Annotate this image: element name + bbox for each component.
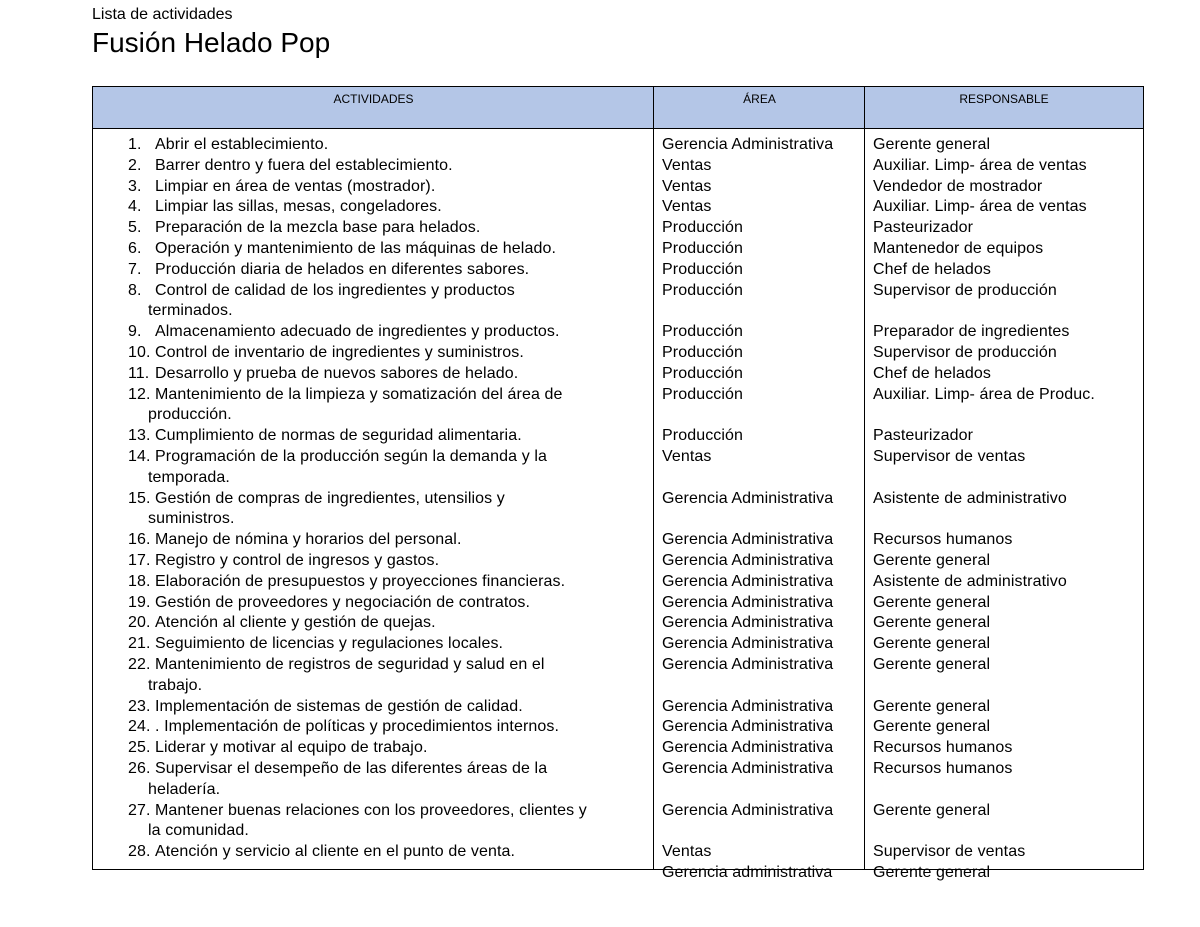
activity-text-line: Limpiar las sillas, mesas, congeladores. (155, 198, 442, 216)
activity-number: 19. (128, 593, 151, 611)
activity-number: 24. (128, 718, 151, 736)
area-cell: Ventas (662, 156, 712, 174)
activity-number: 11. (128, 364, 150, 382)
table-row (93, 572, 1143, 593)
responsible-cell: Auxiliar. Limp- área de ventas (873, 198, 1087, 216)
activity-number: 8. (128, 281, 142, 299)
activity-text-line: la comunidad. (148, 822, 249, 840)
activity-text (155, 613, 655, 634)
area-cell: Gerencia Administrativa (662, 635, 834, 653)
activity-number: 1. (128, 136, 142, 153)
activity-text-line: Mantenimiento de la limpieza y somatización del área de (155, 385, 563, 403)
responsible-cell: Preparador de ingredientes (873, 323, 1070, 341)
table-row (93, 447, 1143, 489)
activity-text-line: Abrir el establecimiento. (155, 136, 329, 153)
activity-number: 23. (128, 697, 151, 715)
activity-number: 13. (128, 427, 151, 445)
activity-text (148, 489, 655, 531)
table-row (93, 759, 1143, 801)
responsible-cell: Mantenedor de equipos (873, 239, 1044, 257)
activity-text (155, 842, 655, 863)
responsible-cell: Gerente general (873, 551, 991, 569)
activity-number: 25. (128, 739, 151, 757)
area-cell: Producción (662, 427, 744, 445)
activity-number: 7. (128, 260, 142, 278)
activity-number: 22. (128, 655, 151, 673)
activity-text (155, 572, 655, 593)
table-row (93, 655, 1143, 697)
activity-text-line: Implementación de sistemas de gestión de calidad. (155, 697, 523, 715)
responsible-cell: Recursos humanos (873, 759, 1013, 777)
document-subtitle: Lista de actividades (92, 6, 233, 23)
activity-text (155, 364, 655, 385)
responsible-cell: Gerente general (873, 801, 991, 819)
activity-text (155, 697, 655, 718)
activity-text-line: Cumplimiento de normas de seguridad alimentaria. (155, 427, 522, 445)
activity-text (155, 551, 655, 572)
responsible-cell: Gerente general (873, 593, 991, 611)
activity-text-line: Manejo de nómina y horarios del personal. (155, 531, 462, 549)
activity-number: 15. (128, 489, 151, 507)
activity-text (155, 218, 655, 239)
activity-text (155, 717, 655, 738)
activity-number: 21. (128, 635, 151, 653)
activity-number: 4. (128, 198, 142, 216)
area-cell: Producción (662, 343, 744, 361)
activity-text (148, 759, 655, 801)
activity-text-line: Seguimiento de licencias y regulaciones locales. (155, 635, 504, 653)
table-row (93, 322, 1143, 343)
table-body (93, 135, 1143, 884)
activity-text-line: Control de calidad de los ingredientes y productos (155, 281, 515, 299)
activity-text (148, 801, 655, 843)
area-cell: Gerencia Administrativa (662, 593, 834, 611)
table-row (93, 593, 1143, 614)
area-cell: Gerencia Administrativa (662, 801, 834, 819)
table-row (93, 135, 1143, 156)
activity-number: 9. (128, 323, 142, 341)
activity-number: 14. (128, 447, 151, 465)
activity-text-line: Gestión de proveedores y negociación de contratos. (155, 593, 531, 611)
responsible-cell: Supervisor de ventas (873, 447, 1026, 465)
activity-text (148, 655, 655, 697)
responsible-cell: Asistente de administrativo (873, 489, 1067, 507)
table-row (93, 738, 1143, 759)
area-cell: Producción (662, 323, 744, 341)
responsible-cell: Gerente general (873, 614, 991, 632)
activity-text (155, 426, 655, 447)
responsible-cell: Vendedor de mostrador (873, 177, 1043, 195)
activity-text-line: temporada. (148, 468, 230, 486)
area-cell: Ventas (662, 198, 712, 216)
activity-number: 10. (128, 343, 151, 361)
table-row (93, 197, 1143, 218)
col-header-responsible: RESPONSABLE (959, 92, 1049, 106)
activity-text-line: Liderar y motivar al equipo de trabajo. (155, 739, 428, 757)
activity-text-line: Preparación de la mezcla base para helados. (155, 219, 481, 237)
activity-number: 2. (128, 156, 142, 174)
area-cell: Producción (662, 239, 744, 257)
activity-text-line: Mantener buenas relaciones con los proveedores, clientes y (155, 801, 587, 819)
responsible-cell: Supervisor de ventas (873, 843, 1026, 861)
area-cell: Gerencia Administrativa (662, 614, 834, 632)
activity-text (155, 197, 655, 218)
activity-number: 20. (128, 614, 151, 632)
activity-number: 18. (128, 572, 151, 590)
table-row (93, 530, 1143, 551)
activity-text (155, 634, 655, 655)
area-cell: Gerencia Administrativa (662, 697, 834, 715)
table-row (93, 281, 1143, 323)
activity-text-line: terminados. (148, 302, 233, 320)
area-cell: Ventas (662, 447, 712, 465)
area-cell: Gerencia Administrativa (662, 531, 834, 549)
area-cell: Ventas (662, 177, 712, 195)
table-header (93, 87, 1143, 129)
area-cell: Gerencia Administrativa (662, 718, 834, 736)
responsible-cell: Pasteurizador (873, 427, 974, 445)
activity-text (155, 239, 655, 260)
activity-text-line: Producción diaria de helados en diferentes sabores. (155, 260, 530, 278)
responsible-cell: Chef de helados (873, 364, 992, 382)
activity-number: 27. (128, 801, 151, 819)
activity-text-line: Atención y servicio al cliente en el punto de venta. (155, 843, 516, 861)
activity-text (148, 385, 655, 427)
table-row (93, 697, 1143, 718)
activity-text-line: Gestión de compras de ingredientes, utensilios y (155, 489, 505, 507)
table-row (93, 364, 1143, 385)
responsible-cell: Recursos humanos (873, 531, 1013, 549)
document-title: Fusión Helado Pop (92, 27, 331, 58)
activity-text-line: trabajo. (148, 676, 203, 694)
area-cell: Ventas (662, 843, 712, 861)
table-row (93, 801, 1143, 843)
activity-number: 5. (128, 219, 142, 237)
activity-text-line: suministros. (148, 510, 235, 528)
activity-text (155, 530, 655, 551)
responsible-cell: Gerente general (873, 635, 991, 653)
activity-number: 26. (128, 759, 151, 777)
responsible-cell: Gerente general (873, 863, 991, 881)
activities-table (92, 86, 1144, 881)
activity-text (155, 135, 655, 156)
activity-text (148, 281, 655, 323)
activity-text-line: Mantenimiento de registros de seguridad y salud en el (155, 655, 545, 673)
responsible-cell: Gerente general (873, 136, 991, 153)
activity-text-line: heladería. (148, 780, 221, 798)
activity-text-line: Supervisar el desempeño de las diferentes áreas de la (155, 759, 548, 777)
responsible-cell: Recursos humanos (873, 739, 1013, 757)
activity-text-line: producción. (148, 406, 232, 424)
activity-text (155, 177, 655, 198)
activity-text (155, 322, 655, 343)
activity-number: 12. (128, 385, 151, 403)
table-row (93, 260, 1143, 281)
activity-text (155, 593, 655, 614)
table-row (93, 863, 1143, 884)
activity-text (155, 738, 655, 759)
col-header-area: ÁREA (743, 92, 776, 106)
area-cell: Producción (662, 219, 744, 237)
activity-text-line: Atención al cliente y gestión de quejas. (155, 614, 436, 632)
activity-text-line: Programación de la producción según la demanda y la (155, 447, 548, 465)
table-row (93, 717, 1143, 738)
responsible-cell: Supervisor de producción (873, 281, 1057, 299)
area-cell: Producción (662, 260, 744, 278)
table-row (93, 842, 1143, 863)
table-row (93, 426, 1143, 447)
activity-text-line: Almacenamiento adecuado de ingredientes y productos. (155, 323, 560, 341)
activity-text-line: Control de inventario de ingredientes y suministros. (155, 343, 524, 361)
activity-text-line: Registro y control de ingresos y gastos. (155, 551, 440, 569)
activity-text-line: Barrer dentro y fuera del establecimiento. (155, 156, 453, 174)
activity-text (155, 343, 655, 364)
responsible-cell: Auxiliar. Limp- área de ventas (873, 156, 1087, 174)
activity-text (148, 447, 655, 489)
table-row (93, 385, 1143, 427)
area-cell: Gerencia administrativa (662, 863, 833, 881)
table-row (93, 343, 1143, 364)
area-cell: Producción (662, 385, 744, 403)
table-row (93, 218, 1143, 239)
area-cell: Gerencia Administrativa (662, 759, 834, 777)
responsible-cell: Supervisor de producción (873, 343, 1057, 361)
responsible-cell: Pasteurizador (873, 219, 974, 237)
area-cell: Gerencia Administrativa (662, 739, 834, 757)
area-cell: Gerencia Administrativa (662, 551, 834, 569)
col-header-activities: ACTIVIDADES (333, 92, 414, 106)
responsible-cell: Gerente general (873, 655, 991, 673)
table-row (93, 613, 1143, 634)
table-row (93, 634, 1143, 655)
activity-text-line: Operación y mantenimiento de las máquinas de helado. (155, 239, 556, 257)
activity-number: 3. (128, 177, 142, 195)
responsible-cell: Gerente general (873, 718, 991, 736)
activity-number: 16. (128, 531, 151, 549)
area-cell: Gerencia Administrativa (662, 489, 834, 507)
responsible-cell: Asistente de administrativo (873, 572, 1067, 590)
table-row (93, 156, 1143, 177)
responsible-cell: Chef de helados (873, 260, 992, 278)
responsible-cell: Auxiliar. Limp- área de Produc. (873, 385, 1095, 403)
area-cell: Gerencia Administrativa (662, 136, 834, 153)
table-row (93, 551, 1143, 572)
activity-text (155, 260, 655, 281)
activity-text-line: Elaboración de presupuestos y proyecciones financieras. (155, 572, 566, 590)
area-cell: Gerencia Administrativa (662, 655, 834, 673)
activity-text-line: Limpiar en área de ventas (mostrador). (155, 177, 436, 195)
activity-number: 6. (128, 239, 142, 257)
activity-number: 28. (128, 843, 151, 861)
area-cell: Gerencia Administrativa (662, 572, 834, 590)
table-row (93, 239, 1143, 260)
responsible-cell: Gerente general (873, 697, 991, 715)
activity-number: 17. (128, 551, 151, 569)
area-cell: Producción (662, 364, 744, 382)
table-row (93, 489, 1143, 531)
activity-text-line: . Implementación de políticas y procedimientos internos. (155, 718, 560, 736)
table-row (93, 177, 1143, 198)
activity-text-line: Desarrollo y prueba de nuevos sabores de helado. (155, 364, 519, 382)
activity-text (155, 156, 655, 177)
area-cell: Producción (662, 281, 744, 299)
